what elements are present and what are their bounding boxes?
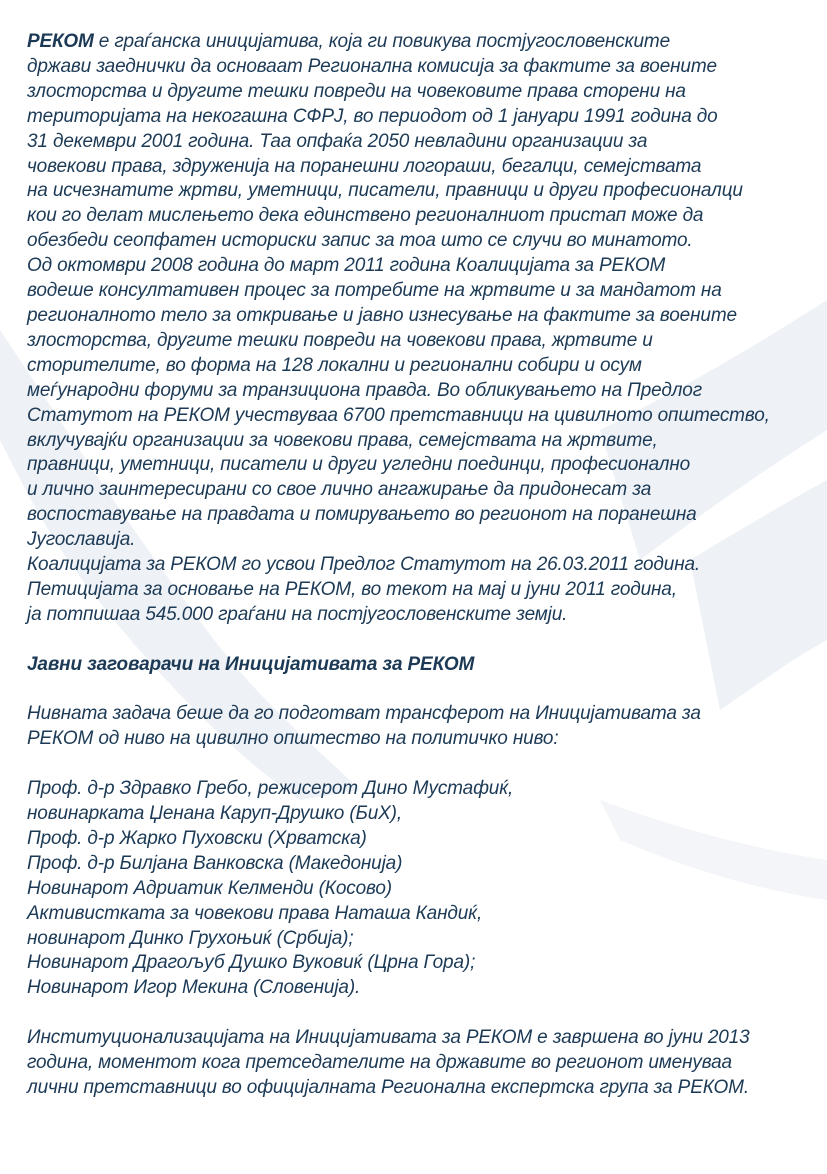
- spacer: [27, 628, 817, 653]
- advocate-item: новинарката Џенана Каруп-Друшко (БиХ),: [27, 803, 402, 825]
- intro-line: територијата на некогашна СФРЈ, во периодот од 1 јануари 1991 година до: [27, 105, 718, 127]
- intro-line: Статутот на РЕКОМ учествуваа 6700 претставници на цивилното општество,: [27, 404, 770, 426]
- intro-line: Југославија.: [27, 529, 136, 551]
- intro-line: воспоставување на правдата и помирувањето во регионот на поранешна: [27, 504, 697, 526]
- intro-line: злосторства, другите тешки повреди на човекови права, жртвите и: [27, 329, 653, 351]
- task-line: Нивната задача беше да го подготват трансферот на Иницијативата за: [27, 703, 701, 725]
- section-heading: [27, 653, 817, 678]
- intro-line: сторителите, во форма на 128 локални и регионални собири и осум: [27, 354, 642, 376]
- task-line: РЕКОМ од ниво на цивилно општество на политичко ниво:: [27, 728, 559, 750]
- intro-line: Петицијата за основање на РЕКОМ, во текот на мај и јуни 2011 година,: [27, 578, 677, 600]
- closing-paragraph: [27, 1026, 817, 1101]
- intro-line: правници, уметници, писатели и други угледни поединци, професионално: [27, 454, 691, 476]
- task-paragraph: [27, 702, 817, 752]
- intro-line: РЕКОМ е граѓанска иницијатива, која ги повикува постјугословенските: [27, 31, 670, 52]
- closing-line: лични претставници во официјалната Регионална експертска група за РЕКОМ.: [27, 1077, 749, 1098]
- intro-line: држави заеднички да основаат Регионална комисија за фактите за воените: [27, 55, 717, 77]
- closing-line: Институционализацијата на Иницијативата за РЕКОМ е завршена во јуни 2013: [27, 1027, 750, 1049]
- intro-line: 31 декември 2001 година. Таа опфаќа 2050 невладини организации за: [27, 130, 648, 152]
- intro-line: ја потпишаа 545.000 граѓани на постјугословенските земји.: [27, 603, 568, 625]
- intro-line: човекови права, здруженија на поранешни логораши, бегалци, семејствата: [27, 155, 702, 177]
- intro-line: Од октомври 2008 година до март 2011 година Коалицијата за РЕКОМ: [27, 255, 666, 277]
- advocate-item: Проф. д-р Билјана Ванковска (Македонија): [27, 852, 403, 874]
- intro-line: вклучувајќи организации за човекови права, семејствата на жртвите,: [27, 429, 658, 451]
- advocate-item: Новинарот Игор Мекина (Словенија).: [27, 977, 361, 999]
- intro-line: Коалицијата за РЕКОМ го усвои Предлог Статутот на 26.03.2011 година.: [27, 554, 701, 576]
- spacer: [27, 752, 817, 777]
- intro-line: кои го делат мислењето дека единствено регионалниот пристап може да: [27, 205, 704, 227]
- spacer: [27, 1001, 817, 1026]
- section-heading-text: Јавни заговарачи на Иницијативата за РЕКОМ: [27, 653, 475, 675]
- advocate-item: Новинарот Адриатик Келменди (Косово): [27, 877, 392, 899]
- advocate-item: Активистката за човекови права Наташа Кандиќ,: [27, 902, 483, 924]
- intro-line: злосторства и другите тешки повреди на човековите права сторени на: [27, 80, 686, 102]
- intro-line: и лично заинтересирани со свое лично ангажирање да придонесат за: [27, 479, 652, 501]
- document-body: [27, 30, 817, 1101]
- intro-line: регионалното тело за откривање и јавно изнесување на фактите за воените: [27, 304, 737, 326]
- advocate-item: Проф. д-р Здравко Гребо, режисерот Дино Мустафиќ,: [27, 778, 514, 800]
- closing-line: година, моментот кога претседателите на државите во регионот именуваа: [27, 1052, 732, 1074]
- advocate-item: Новинарот Драгољуб Душко Вуковиќ (Црна Гора);: [27, 952, 476, 974]
- intro-line: обезбеди сеопфатен историски запис за тоа што се случи во минатото.: [27, 230, 693, 252]
- intro-paragraph: [27, 30, 817, 628]
- advocates-list: [27, 777, 817, 1001]
- intro-line: на исчезнатите жртви, уметници, писатели, правници и други професионалци: [27, 180, 743, 202]
- advocate-item: новинарот Динко Грухоњиќ (Србија);: [27, 927, 354, 949]
- intro-line: водеше консултативен процес за потребите на жртвите и за мандатот на: [27, 280, 722, 302]
- spacer: [27, 678, 817, 703]
- intro-line: меѓународни форуми за транзициона правда. Во обликувањето на Предлог: [27, 379, 702, 401]
- advocate-item: Проф. д-р Жарко Пуховски (Хрватска): [27, 827, 367, 849]
- rekom-brand-name: РЕКОМ: [27, 31, 94, 52]
